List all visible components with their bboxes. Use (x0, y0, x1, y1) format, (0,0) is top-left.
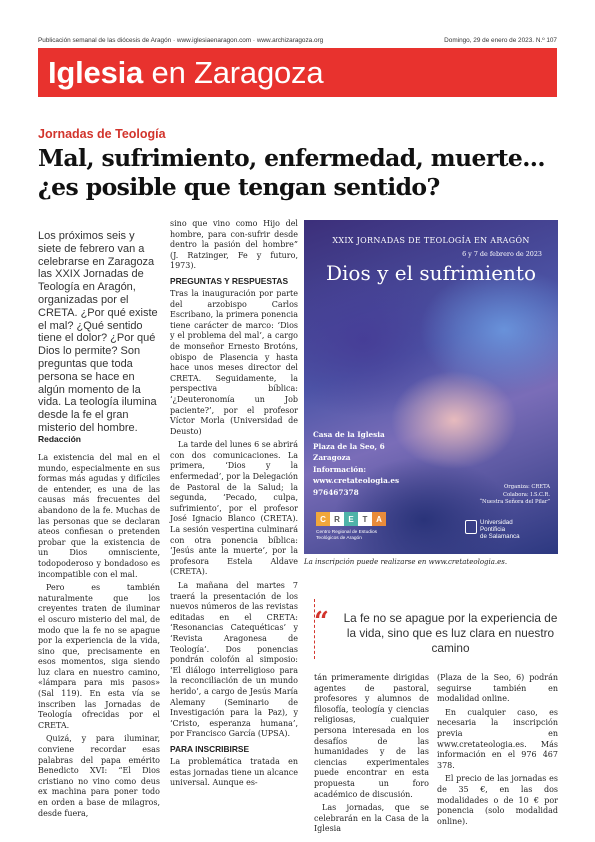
poster-venue-info: Casa de la Iglesia Plaza de la Seo, 6 Zaragoza Información: www.cretateologia.es 976467378 (313, 430, 400, 497)
poster-dates: 6 y 7 de febrero de 2023 (462, 250, 542, 258)
poster-organizers: Organiza: CRETA Colabora: I.S.C.R. “Nuestra Señora del Pilar” (479, 484, 550, 505)
subheading-preguntas: PREGUNTAS Y RESPUESTAS (170, 275, 289, 286)
subheading-inscribirse: PARA INSCRIBIRSE (170, 743, 250, 754)
pull-quote-text: La fe no se apague por la experiencia de la vida, sino que es luz clara en nuestro camino (343, 611, 558, 655)
paragraph: Las jornadas, que se celebrarán en la Casa de la Iglesia (314, 803, 429, 834)
issue-date: Domingo, 29 de enero de 2023. N.º 107 (444, 37, 557, 44)
paragraph: tán primeramente dirigidas agentes de pastoral, profesores y alumnos de filosofía, teología y ciencias religiosas, cualquier persona interesada en los desafíos de las humanidades y de las ciencias experimentales puede encontrar en esta propuesta un foro académico de discusión. (314, 673, 429, 799)
university-seal-icon (465, 520, 477, 534)
article-column-4 (437, 673, 558, 830)
logo-letter: C (316, 512, 330, 526)
section-label: Jornadas de Teología (38, 127, 166, 141)
university-name: Universidad Pontificia de Salamanca (480, 519, 520, 540)
paragraph: La mañana del martes 7 traerá la presentación de los nuevos números de las revistas editadas en el CRETA: ‘Resonancias Catequéticas’ y ‘Revista Aragonesa de Teología’. Dos ponencias pondrán colofón al simposio: ‘El diálogo interreligioso para la reconciliación de un mundo herido’, a cargo de Jesús María Alemany (Seminario de Investigación para la Paz), y ‘Cristo, esperanza humana’, por Francisco García (UPSA). (170, 581, 298, 739)
paragraph: Pero es también naturalmente que los creyentes traten de iluminar el oscuro misterio del mal, de modo que la fe no se apague por la experiencia de la vida, sino que, precisamente en esos momentos, siga siendo luz clara en nuestro camino, «lámpara para mis pasos» (Sal 119). En esta vía se inscriben las Jornadas de Teología ofrecidas por el CRETA. (38, 583, 160, 730)
logo-letter: E (344, 512, 358, 526)
masthead-logo: Iglesia en Zaragoza (48, 55, 324, 90)
article-column-2 (170, 219, 298, 792)
lead-paragraph: Los próximos seis y siete de febrero van a celebrarse en Zaragoza las XXIX Jornadas de Teología en Aragón, organizadas por el CRETA. ¿Por qué existe el mal? ¿Qué sentido tiene el dolor? ¿Por qué Dios lo permite? Son preguntas que toda persona se hace en algún momento de la vida. La teología ilumina desde la fe el gran misterio del hombre. (38, 230, 158, 434)
paragraph: La problemática tratada en estas jornadas tiene un alcance universal. Aunque es- (170, 756, 298, 788)
poster-title: XXIX JORNADAS DE TEOLOGÍA EN ARAGÓN (332, 236, 530, 245)
poster-caption: La inscripción puede realizarse en www.cretateologia.es. (304, 558, 508, 566)
paragraph: El precio de las jornadas es de 35 €, en las dos modalidades o de 10 € por ponencia (solo modalidad online). (437, 774, 558, 826)
paragraph: sino que vino como Hijo del hombre, para con-sufrir desde dentro la pasión del hombre” (J. Ratzinger, Fe y futuro, 1973). (170, 219, 298, 271)
publication-info: Publicación semanal de las diócesis de Aragón · www.iglesiaenaragon.com · www.archizaragoza.org (38, 37, 324, 44)
creta-logo-caption: Centro Regional de Estudios Teológicos de Aragón (316, 530, 378, 541)
byline: Redacción (38, 434, 81, 444)
paragraph: (Plaza de la Seo, 6) podrán seguirse también en modalidad online. (437, 673, 558, 704)
article-column-3 (314, 673, 429, 838)
paragraph: En cualquier caso, es necesaria la inscripción previa en www.cretateologia.es. Más información en el 976 467 378. (437, 707, 558, 770)
paragraph: La existencia del mal en el mundo, especialmente en sus formas más agudas y difíciles de entender, es una de las causas más frecuentes del abandono de la fe. Muchas de las personas que se declaran ateos confiesan o pretenden probar que la existencia de un Dios omnisciente, todopoderoso y bondadoso es incompatible con el mal. (38, 453, 160, 579)
article-column-1 (38, 453, 160, 822)
publication-info-line (38, 37, 557, 44)
event-poster (304, 220, 558, 554)
quote-mark-icon: “ (314, 607, 329, 637)
logo-letter: R (330, 512, 344, 526)
masthead (38, 48, 557, 97)
logo-letter: A (372, 512, 386, 526)
headline: Mal, sufrimiento, enfermedad, muerte... ¿es posible que tengan sentido? (38, 144, 545, 201)
poster-main-title: Dios y el sufrimiento (326, 261, 536, 285)
paragraph: Quizá, y para iluminar, conviene recordar esas palabras del papa emérito Benedicto XVI: “El Dios cristiano no vino como deus ex machina para poner todo en orden a base de milagros, desde fuera, (38, 734, 160, 818)
creta-logo (316, 512, 386, 526)
paragraph: Tras la inauguración por parte del arzobispo Carlos Escribano, la primera ponencia tiene carácter de marco: ‘Dios y el problema del mal’, a cargo de monseñor Ernesto Brotóns, obispo de Plasencia y hasta hace unos meses director del CRETA. Seguidamente, la perspectiva bíblica: ‘¿Deuteronomía un Job paciente?’, por el profesor Víctor Morla (Universidad de Deusto) (170, 288, 298, 436)
paragraph: La tarde del lunes 6 se abrirá con dos comunicaciones. La primera, ‘Dios y la enfermedad’, por la Delegación de Pastoral de la Salud; la segunda, ‘Pecado, culpa, sufrimiento’, por el profesor José Ignacio Blanco (CRETA). La sesión vespertina culminará con otra ponencia bíblica: ‘Jesús ante la muerte’, por la profesora Estela Aldave (CRETA). (170, 440, 298, 577)
logo-letter: T (358, 512, 372, 526)
